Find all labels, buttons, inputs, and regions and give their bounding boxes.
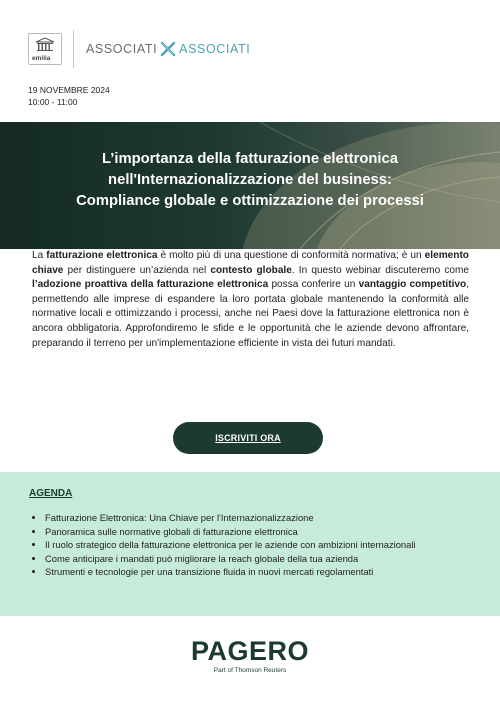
body-text-4: . In questo webinar discuteremo come bbox=[291, 264, 470, 276]
agenda-item: • Panoramica sulle normative globali di fatturazione elettronica bbox=[45, 525, 455, 539]
agenda-item: • Strumenti e tecnologie per una transizione fluida in nuovi mercati regolamentati bbox=[45, 565, 455, 579]
agenda-title: AGENDA bbox=[29, 488, 73, 499]
brand-right: ASSOCIATI bbox=[179, 42, 251, 56]
agenda-list bbox=[31, 511, 455, 579]
event-datetime bbox=[28, 85, 110, 108]
brand-left: ASSOCIATI bbox=[86, 42, 158, 56]
body-bold-3: contesto globale bbox=[210, 264, 292, 276]
body-text-5: possa conferire un bbox=[268, 279, 359, 291]
pagero-subtitle: Part of Thomson Reuters bbox=[213, 667, 287, 674]
body-bold-4: l’adozione proattiva della fatturazione elettronica bbox=[32, 279, 269, 291]
building-icon bbox=[35, 37, 55, 51]
agenda-section bbox=[0, 472, 500, 616]
body-text-1: La bbox=[32, 250, 47, 261]
register-button[interactable]: ISCRIVITI ORA bbox=[173, 422, 323, 454]
agenda-item: • Come anticipare i mandati può migliorare la reach globale della tua azienda bbox=[45, 552, 455, 566]
header bbox=[28, 30, 250, 68]
pagero-logo bbox=[0, 636, 500, 674]
header-divider bbox=[73, 30, 74, 68]
body-bold-5: vantaggio competitivo bbox=[358, 279, 467, 291]
agenda-item: • Fatturazione Elettronica: Una Chiave per l'Internazionalizzazione bbox=[45, 511, 455, 525]
body-text-6: , permettendo alle imprese di espandere la loro portata globale mantenendo la conformità alle normative locali e ottimizzando i processi, anche nei Paesi dove la fatturazione elettronica non è ancora obbligatoria. Approfondiremo le sfide e le opportunità che le aziende devono affrontare, preparando il terreno per un'implementazione efficiente in vista dei futuri mandati. bbox=[32, 279, 469, 349]
emilia-logo bbox=[28, 33, 62, 65]
body-bold-1: fatturazione elettronica bbox=[46, 250, 158, 261]
body-text-2: è molto più di una questione di conformità normativa; è un bbox=[157, 250, 425, 261]
event-time: 10:00 - 11:00 bbox=[28, 96, 78, 107]
intro-paragraph bbox=[32, 249, 469, 351]
body-bold-2: elemento chiave bbox=[32, 250, 469, 276]
event-date: 19 NOVEMBRE 2024 bbox=[28, 85, 110, 95]
body-text-3: per distinguere un’azienda nel bbox=[63, 264, 211, 276]
hero-banner bbox=[0, 122, 500, 249]
agenda-item: • Il ruolo strategico della fatturazione elettronica per le aziende con ambizioni internazionali bbox=[45, 538, 455, 552]
associati-logo bbox=[86, 41, 250, 57]
pagero-wordmark: PAGERO bbox=[190, 636, 309, 666]
hero-title: L’importanza della fatturazione elettronica nell'Internazionalizzazione del business: Compliance globale e ottimizzazione dei processi bbox=[76, 151, 424, 209]
brand-cross-icon bbox=[160, 41, 176, 57]
emilia-logo-text: emilia bbox=[32, 55, 51, 62]
